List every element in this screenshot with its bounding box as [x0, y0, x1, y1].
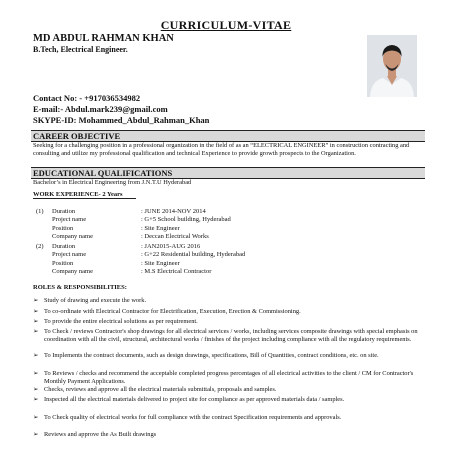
contact-skype: SKYPE-ID: Mohammed_Abdul_Rahman_Khan — [33, 115, 210, 125]
education-heading: EDUCATIONAL QUALIFICATIONS — [31, 167, 425, 179]
responsibility-text: Study of drawing and execute the work. — [44, 297, 147, 304]
experience-value: : Site Engineer — [141, 259, 180, 267]
responsibility-text: To Check / reviews Contractor's shop drawings for all electrical services / works, including services composite drawings with special emphasis on coordination with all the civil, structural, architectural works / finishes of the project including compliance with all the regulatory requirements. — [44, 328, 418, 343]
experience-label: Project name — [52, 216, 87, 224]
responsibility-text: Inspected all the electrical materials delivered to project site for compliance as per approved materials data / samples. — [44, 396, 345, 403]
responsibility-text: To Reviews / checks and recommend the acceptable completed progress percentages of all electrical activities to the client / CM for Contractor's Monthly Payment Applications. — [44, 370, 414, 385]
responsibility-text: Checks, reviews and approve all the electrical materials submittals, proposals and samples. — [44, 386, 277, 393]
experience-label: Project name — [52, 251, 87, 259]
education-text: Bachelor’s in Electrical Engineering from J.N.T.U Hyderabad — [33, 179, 192, 186]
arrow-bullet-icon: ➢ — [33, 352, 39, 359]
responsibility-text: To provide the entire electrical solutions as per requirement. — [44, 318, 198, 325]
experience-value: : G+22 Residential building, Hyderabad — [141, 251, 246, 259]
experience-value: : M.S Electrical Contractor — [141, 267, 212, 275]
experience-label: Company name — [52, 232, 93, 240]
experience-value: : G+5 School building, Hyderabad — [141, 216, 231, 224]
contact-phone: Contact No: - +917036534982 — [33, 93, 141, 103]
experience-label: Company name — [52, 267, 93, 275]
career-objective-heading: CAREER OBJECTIVE — [31, 130, 425, 142]
candidate-degree: B.Tech, Electrical Engineer. — [33, 45, 128, 54]
arrow-bullet-icon: ➢ — [33, 431, 39, 438]
responsibility-text: To Check quality of electrical works for full compliance with the contract Specification requirements and approvals. — [44, 414, 342, 421]
arrow-bullet-icon: ➢ — [33, 318, 39, 325]
responsibility-text: To Implements the contract documents, such as design drawings, specifications, Bill of Quantities, contract conditions, etc. on site. — [44, 352, 379, 359]
arrow-bullet-icon: ➢ — [33, 386, 39, 393]
arrow-bullet-icon: ➢ — [33, 308, 39, 315]
responsibility-text: To co-ordinate with Electrical Contractor for Electrification, Execution, Erection & Commissioning. — [44, 308, 301, 315]
arrow-bullet-icon: ➢ — [33, 328, 39, 335]
person-photo-icon — [367, 35, 417, 97]
work-experience-underline — [33, 198, 136, 199]
candidate-name: MD ABDUL RAHMAN KHAN — [33, 33, 174, 44]
work-experience-heading: WORK EXPERIENCE- 2 Years — [33, 191, 123, 198]
responsibility-text: Reviews and approve the As Built drawings — [44, 431, 157, 438]
experience-value: : JUNE 2014-NOV 2014 — [141, 208, 206, 215]
arrow-bullet-icon: ➢ — [33, 370, 39, 377]
contact-email[interactable]: E-mail:- Abdul.mark239@gmail.com — [33, 104, 168, 114]
experience-value: : JAN2015-AUG 2016 — [141, 243, 201, 250]
arrow-bullet-icon: ➢ — [33, 396, 39, 403]
experience-label: Position — [52, 224, 74, 232]
experience-label: Position — [52, 259, 74, 267]
experience-number: (2) — [36, 243, 44, 250]
roles-heading: ROLES & RESPONSIBILITIES: — [33, 284, 127, 291]
experience-value: : Site Engineer — [141, 224, 180, 232]
profile-photo — [367, 35, 417, 97]
arrow-bullet-icon: ➢ — [33, 297, 39, 304]
resume-title: CURRICULUM-VITAE — [160, 18, 292, 32]
arrow-bullet-icon: ➢ — [33, 414, 39, 421]
experience-label: Duration — [52, 243, 76, 250]
career-objective-text: Seeking for a challenging position in a professional organization in the field of as an “ELECTRICAL ENGINEER” in construction contracting and consulting and utilize my professional qualification and technical Experience to provide growth prospects to the Organization. — [33, 142, 410, 157]
experience-label: Duration — [52, 208, 76, 215]
experience-value: : Deccan Electrical Works — [141, 232, 209, 240]
experience-number: (1) — [36, 208, 44, 215]
